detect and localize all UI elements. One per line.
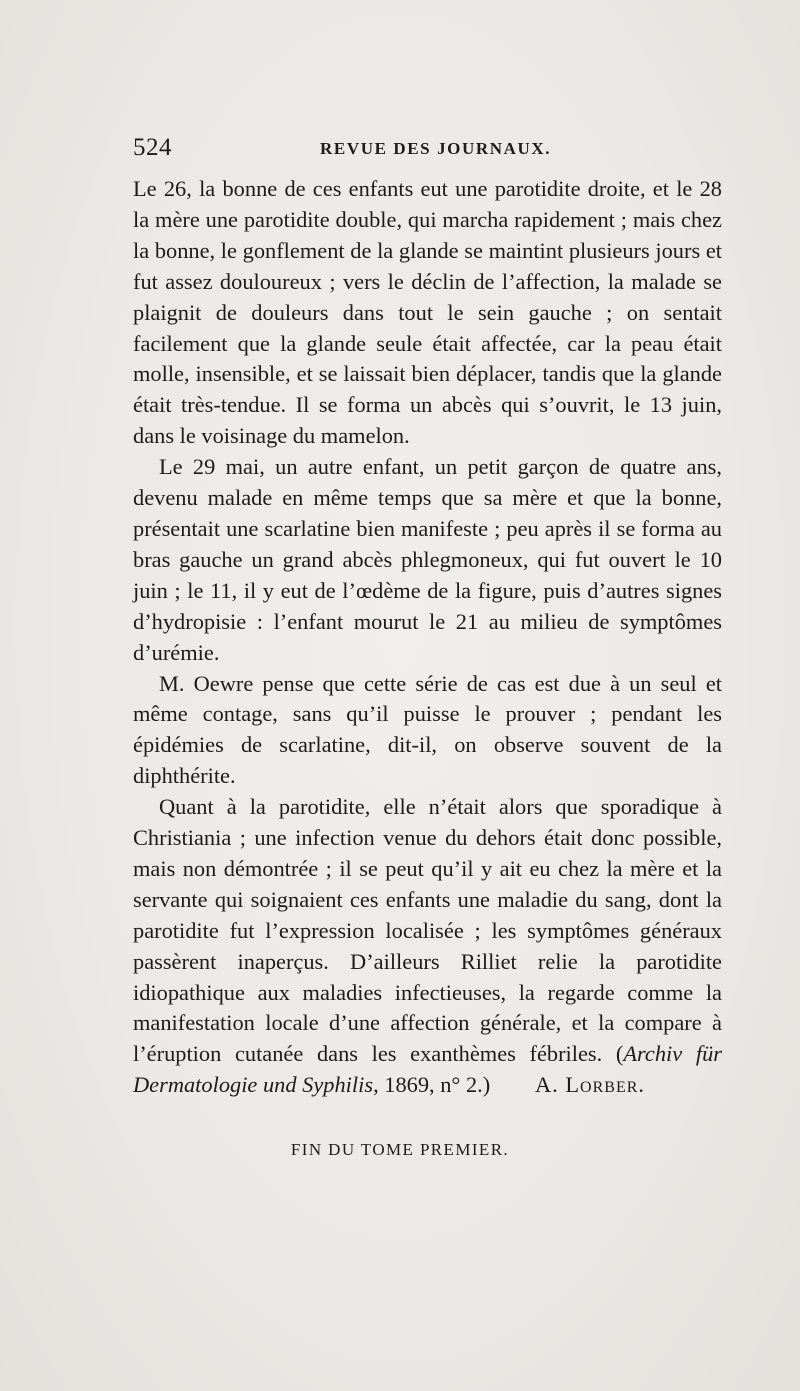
citation-open: ( [615, 1041, 624, 1067]
paragraph-4-text: Quant à la parotidite, elle n’était alors que sporadique à Christiania ; une infection venue du dehors était donc possible, mais non démontrée ; il se peut qu’il y ait eu chez la mère et la servante qui soignaient ces enfants une maladie du sang, dont la parotidite fut l’expression localisée ; les symptômes généraux passèrent inaperçus. D’ailleurs Rilliet relie la parotidite idiopathique aux maladies infectieuses, la regarde comme la manifestation locale d’une affection générale, et la compare à l’éruption cutanée dans les exanthèmes fébriles. [133, 794, 722, 1067]
end-of-volume-note: FIN DU TOME PREMIER. [290, 1140, 510, 1159]
citation-rest: , 1869, n° 2.) [373, 1072, 491, 1098]
paragraph-4 [133, 792, 722, 1101]
paragraph-3: M. Oewre pense que cette série de cas est due à un seul et même contage, sans qu’il puisse le prouver ; pendant les épidémies de scarlatine, dit-il, on observe souvent de la diphthérite. [133, 670, 722, 789]
article-body [133, 174, 722, 1101]
paragraph-2: Le 29 mai, un autre enfant, un petit garçon de quatre ans, devenu malade en même temps que sa mère et que la bonne, présentait une scarlatine bien manifeste ; peu après il se forma au bras gauche un grand abcès phlegmoneux, qui fut ouvert le 10 juin ; le 11, il y eut de l’œdème de la figure, puis d’autres signes d’hydropisie : l’enfant mourut le 21 au milieu de symptômes d’urémie. [133, 454, 722, 665]
page-number: 524 [133, 134, 172, 161]
running-title: REVUE DES JOURNAUX. [320, 139, 552, 158]
paragraph-1: Le 26, la bonne de ces enfants eut une parotidite droite, et le 28 la mère une parotidite double, qui marcha rapidement ; mais chez la bonne, le gonflement de la glande se maintint plusieurs jours et fut assez douloureux ; vers le déclin de l’affection, la malade se plaignit de douleurs dans tout le sein gauche ; on sentait facilement que la glande seule était affectée, car la peau était molle, insensible, et se laissait bien déplacer, tandis que la glande était très-tendue. Il se forma un abcès qui s’ouvrit, le 13 juin, dans le voisinage du mamelon. [133, 176, 722, 449]
author-signature: A. Lorber. [535, 1072, 645, 1098]
page-header [133, 134, 723, 164]
citation-journal: Archiv für Dermatologie und Syphilis [133, 1041, 722, 1098]
